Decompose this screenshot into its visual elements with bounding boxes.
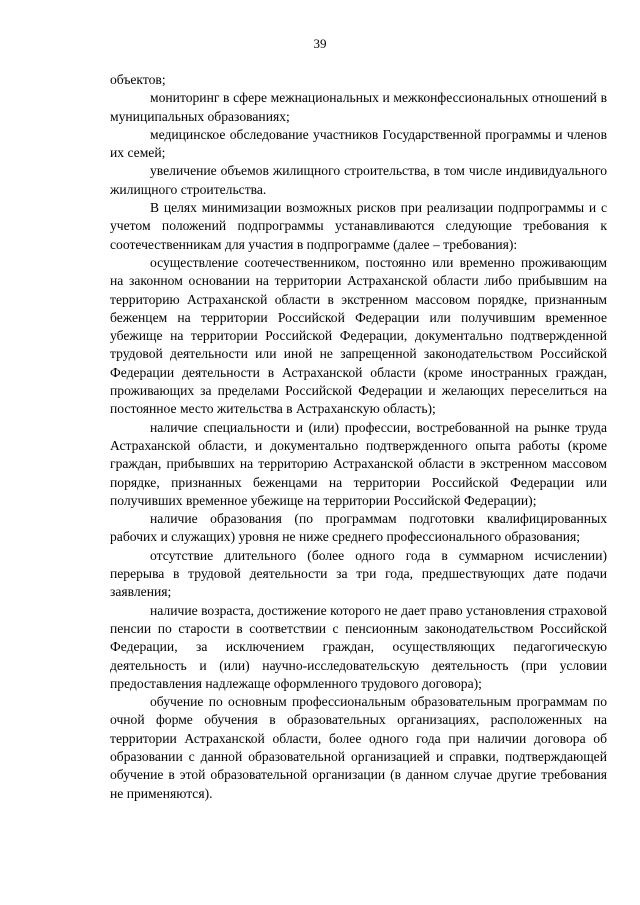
paragraph-8: наличие образования (по программам подготовки квалифицированных рабочих и служащих) уровня не ниже среднего профессионального образования; — [110, 511, 607, 545]
paragraph-2: мониторинг в сфере межнациональных и межконфессиональных отношений в муниципальных образованиях; — [110, 90, 607, 124]
document-body — [110, 71, 607, 803]
paragraph-1: объектов; — [110, 72, 166, 87]
paragraph-7: наличие специальности и (или) профессии, востребованной на рынке труда Астраханской области, и документально подтвержденного опыта работы (кроме граждан, прибывших на территорию Астраханской области в экстренном массовом порядке, признанных беженцами на территории Российской Федерации или получивших временное убежище на территории Российской Федерации); — [110, 419, 607, 508]
paragraph-11: обучение по основным профессиональным образовательным программам по очной форме обучения в образовательных организациях, расположенных на территории Астраханской области, более одного года при наличии договора об образовании с данной образовательной организацией и справки, подтверждающей обучение в этой образовательной организации (в данном случае другие требования не применяются). — [110, 694, 607, 801]
paragraph-3: медицинское обследование участников Государственной программы и членов их семей; — [110, 126, 607, 161]
paragraph-6: осуществление соотечественником, постоянно или временно проживающим на законном основании на территории Астраханской области либо прибывшим на территорию Астраханской области в экстренном массовом порядке, признанным беженцем на территории Российской Федерации или получившим временное убежище на территории Российской Федерации, документально подтвержденной трудовой деятельности или иной не запрещенной законодательством Российской Федерации деятельности в Астраханской области (кроме иностранных граждан, проживающих за пределами Российской Федерации и желающих переселиться на постоянное место жительства в Астраханскую область); — [110, 254, 607, 417]
page-number: 39 — [313, 36, 327, 51]
paragraph-4: увеличение объемов жилищного строительства, в том числе индивидуального жилищного строительства. — [110, 163, 607, 197]
paragraph-9: отсутствие длительного (более одного года в суммарном исчислении) перерыва в трудовой деятельности за три года, предшествующих дате подачи заявления; — [110, 547, 607, 600]
paragraph-10: наличие возраста, достижение которого не дает право установления страховой пенсии по старости в соответствии с пенсионным законодательством Российской Федерации, за исключением граждан, осуществляющих педагогическую деятельность и (или) научно-исследовательскую деятельность (при условии предоставления надлежаще оформленного трудового договора); — [110, 602, 607, 691]
paragraph-5: В целях минимизации возможных рисков при реализации подпрограммы и с учетом положений подпрограммы устанавливаются следующие требования к соотечественникам для участия в подпрограмме (далее – требования): — [110, 200, 607, 252]
